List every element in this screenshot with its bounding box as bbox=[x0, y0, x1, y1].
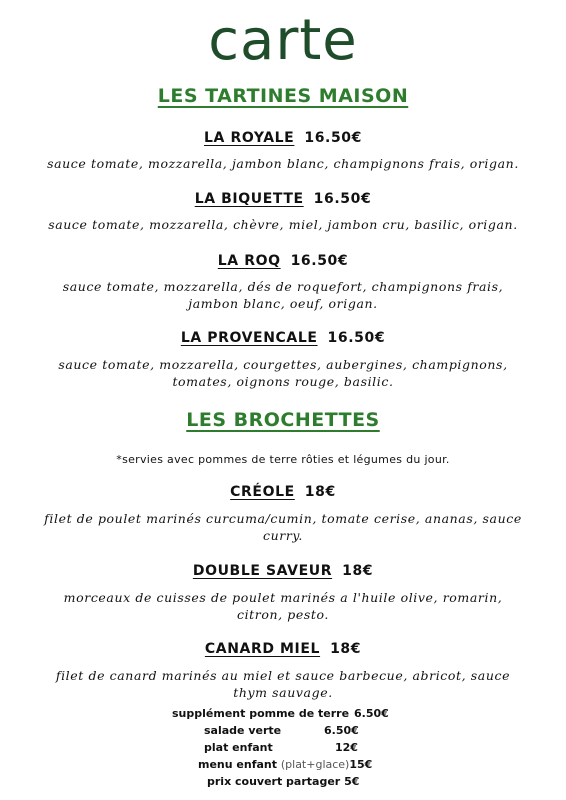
item-name: DOUBLE SAVEUR bbox=[192, 563, 333, 579]
section-note: *servies avec pommes de terre rôties et légumes du jour. bbox=[116, 453, 450, 466]
item-price: 18€ bbox=[342, 563, 374, 579]
page-title: carte bbox=[208, 8, 358, 73]
item-description bbox=[28, 278, 538, 312]
extra-row bbox=[0, 775, 566, 792]
item-name: LA PROVENCALE bbox=[180, 330, 318, 346]
menu-item-title bbox=[0, 330, 566, 346]
extras-list bbox=[0, 707, 566, 792]
item-name: CANARD MIEL bbox=[204, 641, 321, 657]
extra-row bbox=[0, 741, 566, 758]
desc-line: sauce tomate, mozzarella, dés de roquefort, champignons frais, bbox=[62, 279, 504, 294]
item-description bbox=[28, 667, 538, 701]
item-name: LA ROYALE bbox=[204, 130, 295, 146]
extra-label bbox=[207, 775, 359, 788]
desc-line: filet de poulet marinés curcuma/cumin, tomate cerise, ananas, sauce bbox=[44, 511, 522, 526]
extra-label-main: prix couvert partager bbox=[207, 775, 341, 788]
item-description bbox=[28, 589, 538, 623]
item-description bbox=[28, 510, 538, 544]
extra-price: 12€ bbox=[335, 741, 358, 754]
item-description: sauce tomate, mozzarella, chèvre, miel, jambon cru, basilic, origan. bbox=[48, 217, 518, 232]
item-price: 16.50€ bbox=[304, 130, 362, 146]
extra-price: 5€ bbox=[344, 775, 360, 788]
desc-line: jambon blanc, oeuf, origan. bbox=[188, 296, 378, 311]
desc-line: filet de canard marinés au miel et sauce barbecue, abricot, sauce bbox=[55, 668, 511, 683]
item-description bbox=[28, 356, 538, 390]
desc-line: curry. bbox=[263, 528, 303, 543]
item-price: 16.50€ bbox=[313, 191, 372, 207]
desc-line: citron, pesto. bbox=[236, 607, 330, 622]
item-name: LA ROQ bbox=[217, 253, 281, 269]
menu-item-title bbox=[0, 563, 566, 579]
menu-item-title bbox=[0, 253, 566, 269]
desc-line: sauce tomate, mozzarella, courgettes, aubergines, champignons, bbox=[58, 357, 508, 372]
extra-row bbox=[0, 758, 566, 775]
extra-label: supplément pomme de terre bbox=[172, 707, 350, 720]
section-heading-tartines bbox=[0, 85, 566, 107]
section-heading-label: LES BROCHETTES bbox=[186, 409, 380, 431]
extra-price: 6.50€ bbox=[324, 724, 359, 737]
desc-line: thym sauvage. bbox=[233, 685, 333, 700]
item-name: LA BIQUETTE bbox=[194, 191, 304, 207]
section-heading-brochettes bbox=[0, 409, 566, 431]
desc-line: tomates, oignons rouge, basilic. bbox=[172, 374, 394, 389]
extra-label: salade verte bbox=[204, 724, 282, 737]
menu-item-title bbox=[0, 130, 566, 146]
item-price: 16.50€ bbox=[327, 330, 386, 346]
menu-item-title bbox=[0, 484, 566, 500]
extra-label-main: menu enfant bbox=[198, 758, 278, 771]
menu-item-title bbox=[0, 191, 566, 207]
desc-line: morceaux de cuisses de poulet marinés a l'huile olive, romarin, bbox=[63, 590, 503, 605]
menu-item-title bbox=[0, 641, 566, 657]
extra-price: 15€ bbox=[349, 758, 373, 771]
extra-label-note: (plat+glace) bbox=[280, 758, 350, 771]
item-price: 18€ bbox=[304, 484, 336, 500]
extra-row bbox=[0, 724, 566, 741]
extra-label: plat enfant bbox=[204, 741, 273, 754]
item-description: sauce tomate, mozzarella, jambon blanc, champignons frais, origan. bbox=[47, 156, 519, 171]
extra-label bbox=[198, 758, 372, 771]
item-name: CRÉOLE bbox=[230, 484, 295, 500]
extra-row bbox=[0, 707, 566, 724]
item-price: 18€ bbox=[330, 641, 362, 657]
extra-price: 6.50€ bbox=[354, 707, 389, 720]
item-price: 16.50€ bbox=[290, 253, 349, 269]
section-heading-label: LES TARTINES MAISON bbox=[157, 85, 409, 107]
